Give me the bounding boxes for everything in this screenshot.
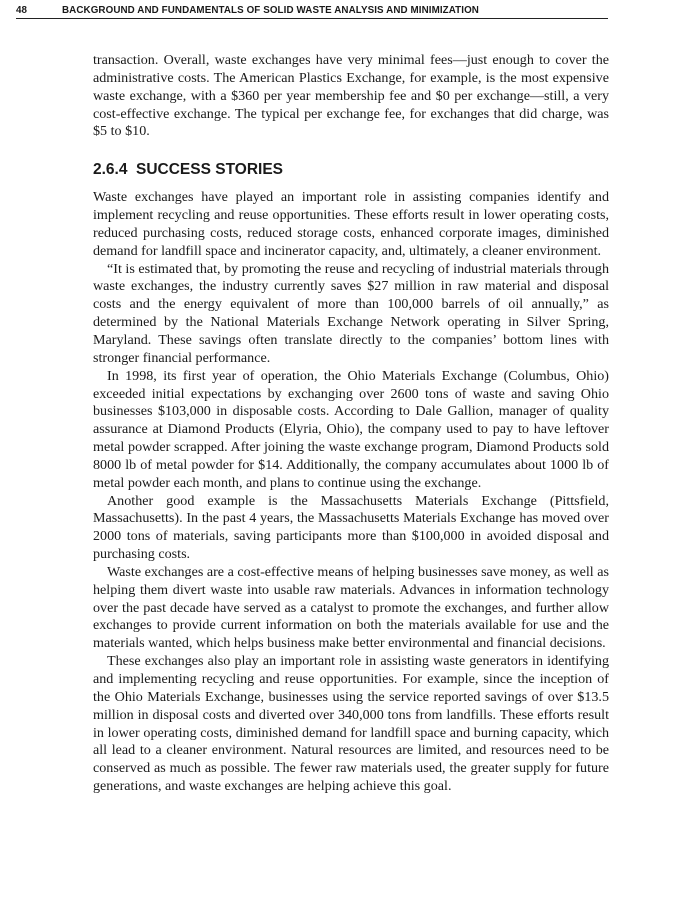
paragraph: Waste exchanges have played an important role in assisting companies identify and implement recycling and reuse opportunities. These efforts result in lower operating costs, reduced purchasing costs, reduced storage costs, enhanced corporate images, diminished demand for landfill space and incinerator capacity, and, ultimately, a cleaner environment. [93, 189, 609, 259]
page-number: 48 [16, 5, 28, 16]
paragraph: “It is estimated that, by promoting the reuse and recycling of industrial materials through waste exchanges, the industry currently saves $27 million in raw material and disposal costs and the energy equivalent of more than 100,000 barrels of oil annually,” as determined by the National Materials Exchange Network operating in Silver Spring, Maryland. These savings often translate directly to the companies’ bottom lines with stronger financial performance. [93, 260, 609, 366]
continuation-paragraph: transaction. Overall, waste exchanges have very minimal fees—just enough to cover the administrative costs. The American Plastics Exchange, for example, is the most expensive waste exchange, with a $360 per year membership fee and $0 per exchange—still, a very cost-effective exchange. The typical per exchange fee, for exchanges that did charge, was $5 to $10. [93, 52, 609, 140]
paragraph: Another good example is the Massachusetts Materials Exchange (Pittsfield, Massachusetts). In the past 4 years, the Massachusetts Materials Exchange has moved over 2000 tons of materials, saving participants more than $100,000 in avoided disposal and purchasing costs. [93, 492, 609, 563]
running-head [16, 4, 608, 19]
section-number: 2.6.4 [93, 161, 128, 179]
paragraph: These exchanges also play an important role in assisting waste generators in identifying and implementing recycling and reuse opportunities. For example, since the inception of the Ohio Materials Exchange, businesses using the service reported savings of over $13.5 million in disposal costs and diverted over 340,000 tons from landfills. These efforts result in lower operating costs, diminished demand for landfill space and burning capacity, which all lead to a cleaner environment. Natural resources are limited, and resources need to be conserved as much as possible. The fewer raw materials used, the greater supply for future generations, and waste exchanges are helping achieve this goal. [93, 653, 609, 795]
body-text [93, 52, 609, 796]
running-head-title: BACKGROUND AND FUNDAMENTALS OF SOLID WASTE ANALYSIS AND MINIMIZATION [62, 5, 479, 16]
section-title: SUCCESS STORIES [136, 161, 284, 179]
paragraph: Waste exchanges are a cost-effective means of helping businesses save money, as well as helping them divert waste into usable raw materials. Advances in information technology over the past decade have served as a catalyst to promote the exchanges, and further allow exchanges to provide current information on both the materials available for use and the materials wanted, which helps business make better environmental and financial decisions. [93, 563, 609, 652]
section-heading [93, 160, 609, 180]
paragraph: In 1998, its first year of operation, the Ohio Materials Exchange (Columbus, Ohio) exceeded initial expectations by exchanging over 2600 tons of waste and saving Ohio businesses $103,000 in disposable costs. According to Dale Gallion, manager of quality assurance at Diamond Products (Elyria, Ohio), the company used to pay to have leftover metal powder scrapped. After joining the waste exchange program, Diamond Products sold 8000 lb of metal powder for $14. Additionally, the company accumulates about 1000 lb of metal powder each month, and plans to continue using the exchange. [93, 367, 609, 491]
